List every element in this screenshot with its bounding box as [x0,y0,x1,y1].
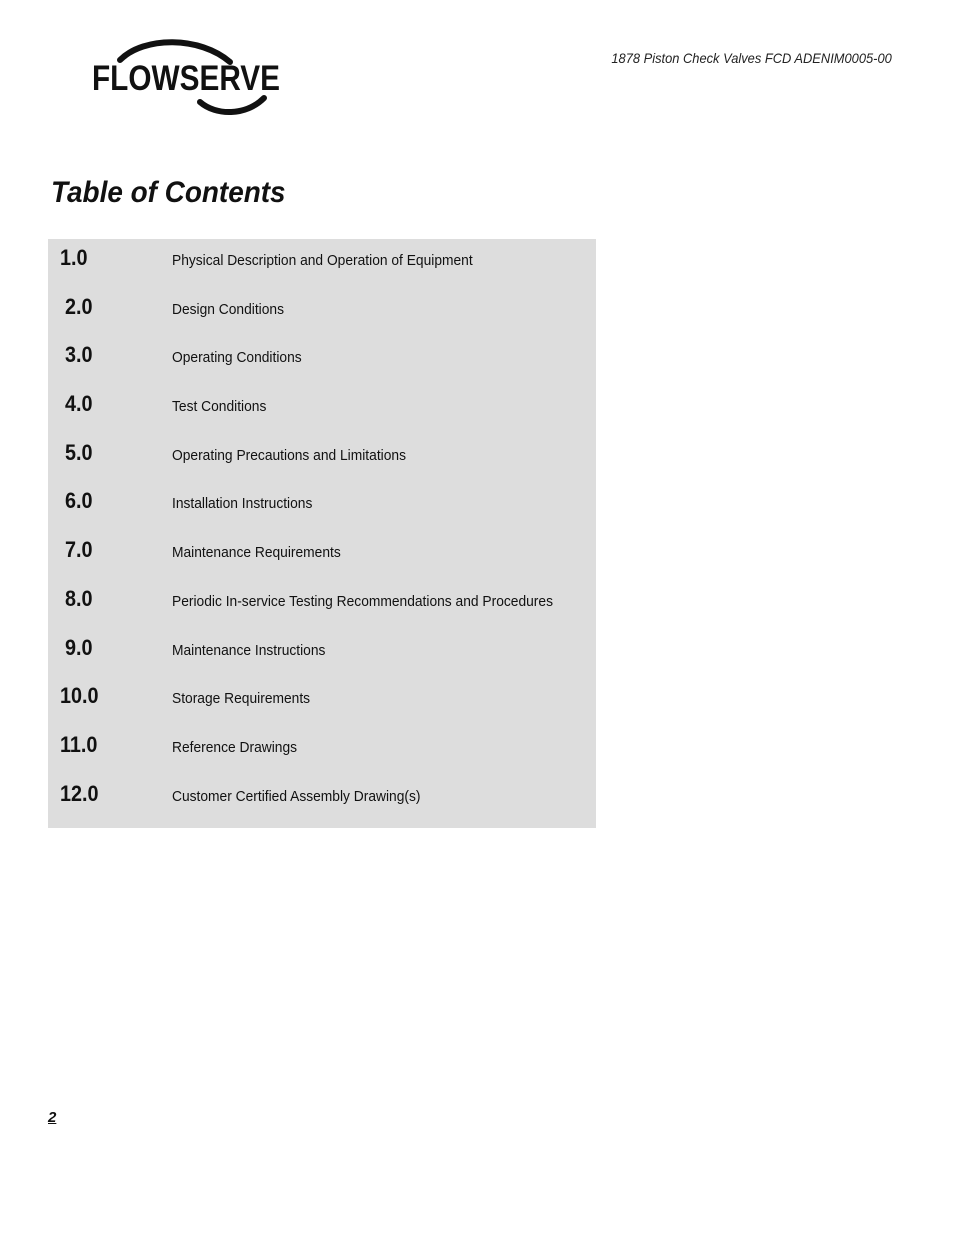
toc-item-label: Periodic In-service Testing Recommendations and Procedures [172,593,553,610]
toc-item-3[interactable] [48,336,596,384]
toc-item-8[interactable] [48,580,596,628]
toc-item-number: 1.0 [60,245,88,270]
toc-item-label: Customer Certified Assembly Drawing(s) [172,788,421,805]
toc-item-label: Physical Description and Operation of Equipment [172,252,473,269]
toc-item-6[interactable] [48,482,596,530]
toc-item-5[interactable] [48,434,596,482]
toc-item-number: 3.0 [65,342,93,367]
toc-item-2[interactable] [48,288,596,336]
toc-item-1[interactable] [48,239,596,287]
toc-item-7[interactable] [48,531,596,579]
toc-item-label: Maintenance Instructions [172,642,326,659]
toc-panel [48,239,596,828]
toc-item-label: Installation Instructions [172,495,313,512]
toc-item-number: 7.0 [65,537,93,562]
toc-item-4[interactable] [48,385,596,433]
toc-item-12[interactable] [48,775,596,823]
toc-item-label: Design Conditions [172,301,285,318]
document-id: 1878 Piston Check Valves FCD ADENIM0005-00 [611,50,892,66]
toc-item-number: 12.0 [60,781,99,806]
toc-item-label: Storage Requirements [172,690,311,707]
toc-item-label: Maintenance Requirements [172,544,341,561]
toc-item-number: 10.0 [60,683,99,708]
toc-item-number: 9.0 [65,635,93,660]
toc-item-11[interactable] [48,726,596,774]
toc-item-label: Operating Conditions [172,349,302,366]
page-title: Table of Contents [51,176,286,209]
toc-item-number: 11.0 [60,732,98,757]
toc-item-number: 5.0 [65,440,93,465]
flowserve-logo [88,40,284,120]
toc-item-label: Operating Precautions and Limitations [172,447,406,464]
toc-item-number: 2.0 [65,294,93,319]
page-number: 2 [48,1109,57,1126]
toc-item-label: Reference Drawings [172,739,298,756]
toc-item-number: 4.0 [65,391,93,416]
toc-item-label: Test Conditions [172,398,267,415]
toc-item-9[interactable] [48,629,596,677]
toc-item-10[interactable] [48,677,596,725]
svg-text:FLOWSERVE: FLOWSERVE [92,59,280,98]
toc-item-number: 8.0 [65,586,93,611]
toc-item-number: 6.0 [65,488,93,513]
